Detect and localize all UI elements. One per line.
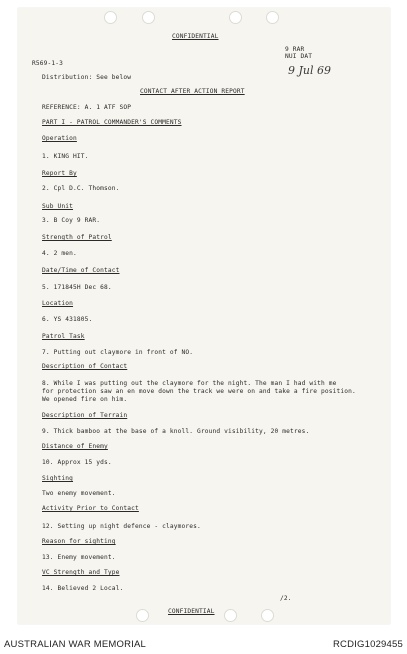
page-continuation: /2.	[280, 595, 292, 602]
section-text: 6. YS 431805.	[42, 316, 93, 323]
classification-bottom: CONFIDENTIAL	[168, 608, 215, 615]
section-text-continued: for protection saw an en move down the track we were on and take a fire position.	[42, 388, 356, 395]
section-text: 3. B Coy 9 RAR.	[42, 217, 101, 224]
section-text: 14. Believed 2 Local.	[42, 585, 124, 592]
section-heading: Activity Prior to Contact	[42, 505, 139, 512]
section-heading: Distance of Enemy	[42, 443, 108, 450]
section-text-continued: We opened fire on him.	[42, 396, 128, 403]
classification-top: CONFIDENTIAL	[172, 33, 219, 40]
report-title: CONTACT AFTER ACTION REPORT	[140, 88, 245, 95]
handwritten-date: 9 Jul 69	[288, 64, 332, 77]
section-heading: VC Strength and Type	[42, 569, 120, 576]
archive-name: AUSTRALIAN WAR MEMORIAL	[4, 639, 147, 650]
section-text: 5. 171845H Dec 68.	[42, 284, 112, 291]
section-text: 8. While I was putting out the claymore for the night. The man I had with me	[42, 380, 337, 387]
punch-hole	[142, 11, 155, 24]
archive-record-id: RCDIG1029455	[333, 639, 403, 650]
section-heading: Location	[42, 300, 74, 307]
punch-hole	[261, 609, 274, 622]
references-line: REFERENCE: A. 1 ATF SOP	[42, 104, 132, 111]
section-text: 10. Approx 15 yds.	[42, 459, 112, 466]
file-reference: R569-1-3	[32, 60, 64, 67]
section-heading: Report By	[42, 170, 77, 177]
unit-line: 9 RAR	[285, 46, 305, 53]
punch-hole	[224, 609, 237, 622]
punch-hole	[136, 609, 149, 622]
section-text: Two enemy movement.	[42, 490, 116, 497]
distribution-line: Distribution: See below	[42, 74, 132, 81]
section-heading: Date/Time of Contact	[42, 267, 120, 274]
section-heading: Reason for sighting	[42, 538, 116, 545]
section-heading: Patrol Task	[42, 333, 85, 340]
unit-line-2: NUI DAT	[285, 53, 313, 60]
section-text: 9. Thick bamboo at the base of a knoll. Ground visibility, 20 metres.	[42, 428, 310, 435]
section-text: 2. Cpl D.C. Thomson.	[42, 185, 120, 192]
punch-hole	[229, 11, 242, 24]
section-heading: Sighting	[42, 475, 74, 482]
section-heading: Sub Unit	[42, 203, 74, 210]
section-text: 12. Setting up night defence - claymores.	[42, 523, 201, 530]
section-heading: Description of Contact	[42, 363, 128, 370]
document-page	[18, 8, 390, 624]
section-heading: Operation	[42, 135, 77, 142]
section-text: 1. KING HIT.	[42, 153, 89, 160]
section-heading: Strength of Patrol	[42, 234, 112, 241]
archive-footer	[0, 630, 407, 654]
punch-hole	[104, 11, 117, 24]
section-text: 7. Putting out claymore in front of NO.	[42, 349, 194, 356]
section-text: 13. Enemy movement.	[42, 554, 116, 561]
punch-hole	[266, 11, 279, 24]
section-heading: Description of Terrain	[42, 412, 128, 419]
part-heading: PART I - PATROL COMMANDER'S COMMENTS	[42, 119, 182, 126]
section-text: 4. 2 men.	[42, 250, 77, 257]
